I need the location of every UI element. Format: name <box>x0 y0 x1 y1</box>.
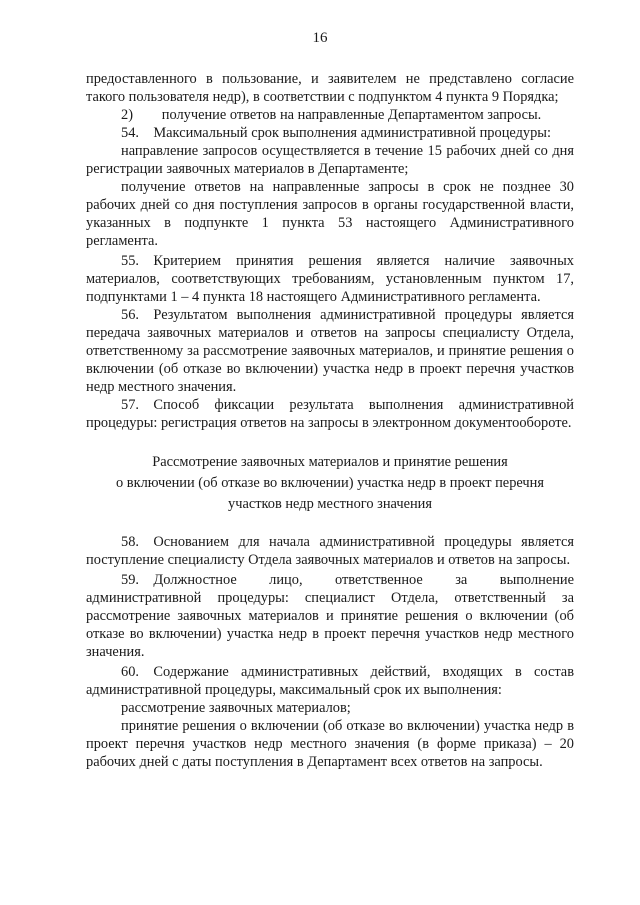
paragraph-56: 56. Результатом выполнения административной процедуры является передача заявочных материалов и ответов на запросы специалисту Отдела, ответственному за рассмотрение заявочных материалов, и принятие решения о включении (об отказе во включении) участка недр в проект перечня участков недр местного значения. <box>86 307 574 395</box>
paragraph-57: 57. Способ фиксации результата выполнения административной процедуры: регистрация ответов на запросы в электронном документообороте. <box>86 397 574 431</box>
page-number: 16 <box>312 30 328 46</box>
paragraph-54: 54. Максимальный срок выполнения административной процедуры: <box>121 125 551 141</box>
paragraph-60-review: рассмотрение заявочных материалов; <box>121 700 351 716</box>
paragraph-59: 59. Должностное лицо, ответственное за выполнение административной процедуры: специалист Отдела, ответственный за рассмотрение заявочных материалов и принятие решения о включении (об отказе во включении) участка недр в проект перечня участков недр местного значения. <box>86 572 574 660</box>
paragraph-54-requests: направление запросов осуществляется в течение 15 рабочих дней со дня регистрации заявочных материалов в Департаменте; <box>86 143 574 177</box>
paragraph-60: 60. Содержание административных действий, входящих в состав административной процедуры, максимальный срок их выполнения: <box>86 664 574 698</box>
section-heading-line-2: о включении (об отказе во включении) участка недр в проект перечня <box>116 475 544 491</box>
paragraph-58: 58. Основанием для начала административной процедуры является поступление специалисту Отдела заявочных материалов и ответов на запросы. <box>86 534 574 568</box>
paragraph-54-answers: получение ответов на направленные запросы в срок не позднее 30 рабочих дней со дня поступления запросов в органы государственной власти, указанных в подпункте 1 пункта 53 настоящего Административного регламента. <box>86 179 574 249</box>
section-heading-line-3: участков недр местного значения <box>228 496 432 512</box>
paragraph-60-decision: принятие решения о включении (об отказе во включении) участка недр в проект перечня участков недр местного значения (в форме приказа) – 20 рабочих дней с даты поступления в Департамент всех ответов на запросы. <box>86 718 574 770</box>
paragraph-continuation: предоставленного в пользование, и заявителем не представлено согласие такого пользователя недр), в соответствии с подпунктом 4 пункта 9 Порядка; <box>86 71 574 105</box>
section-heading <box>86 452 574 515</box>
document-body <box>86 70 574 771</box>
paragraph-item-2: 2) получение ответов на направленные Департаментом запросы. <box>121 107 542 123</box>
section-heading-line-1: Рассмотрение заявочных материалов и принятие решения <box>152 454 508 470</box>
paragraph-55: 55. Критерием принятия решения является наличие заявочных материалов, соответствующих требованиям, установленным пунктом 17, подпунктами 1 – 4 пункта 18 настоящего Административного регламента. <box>86 253 574 305</box>
